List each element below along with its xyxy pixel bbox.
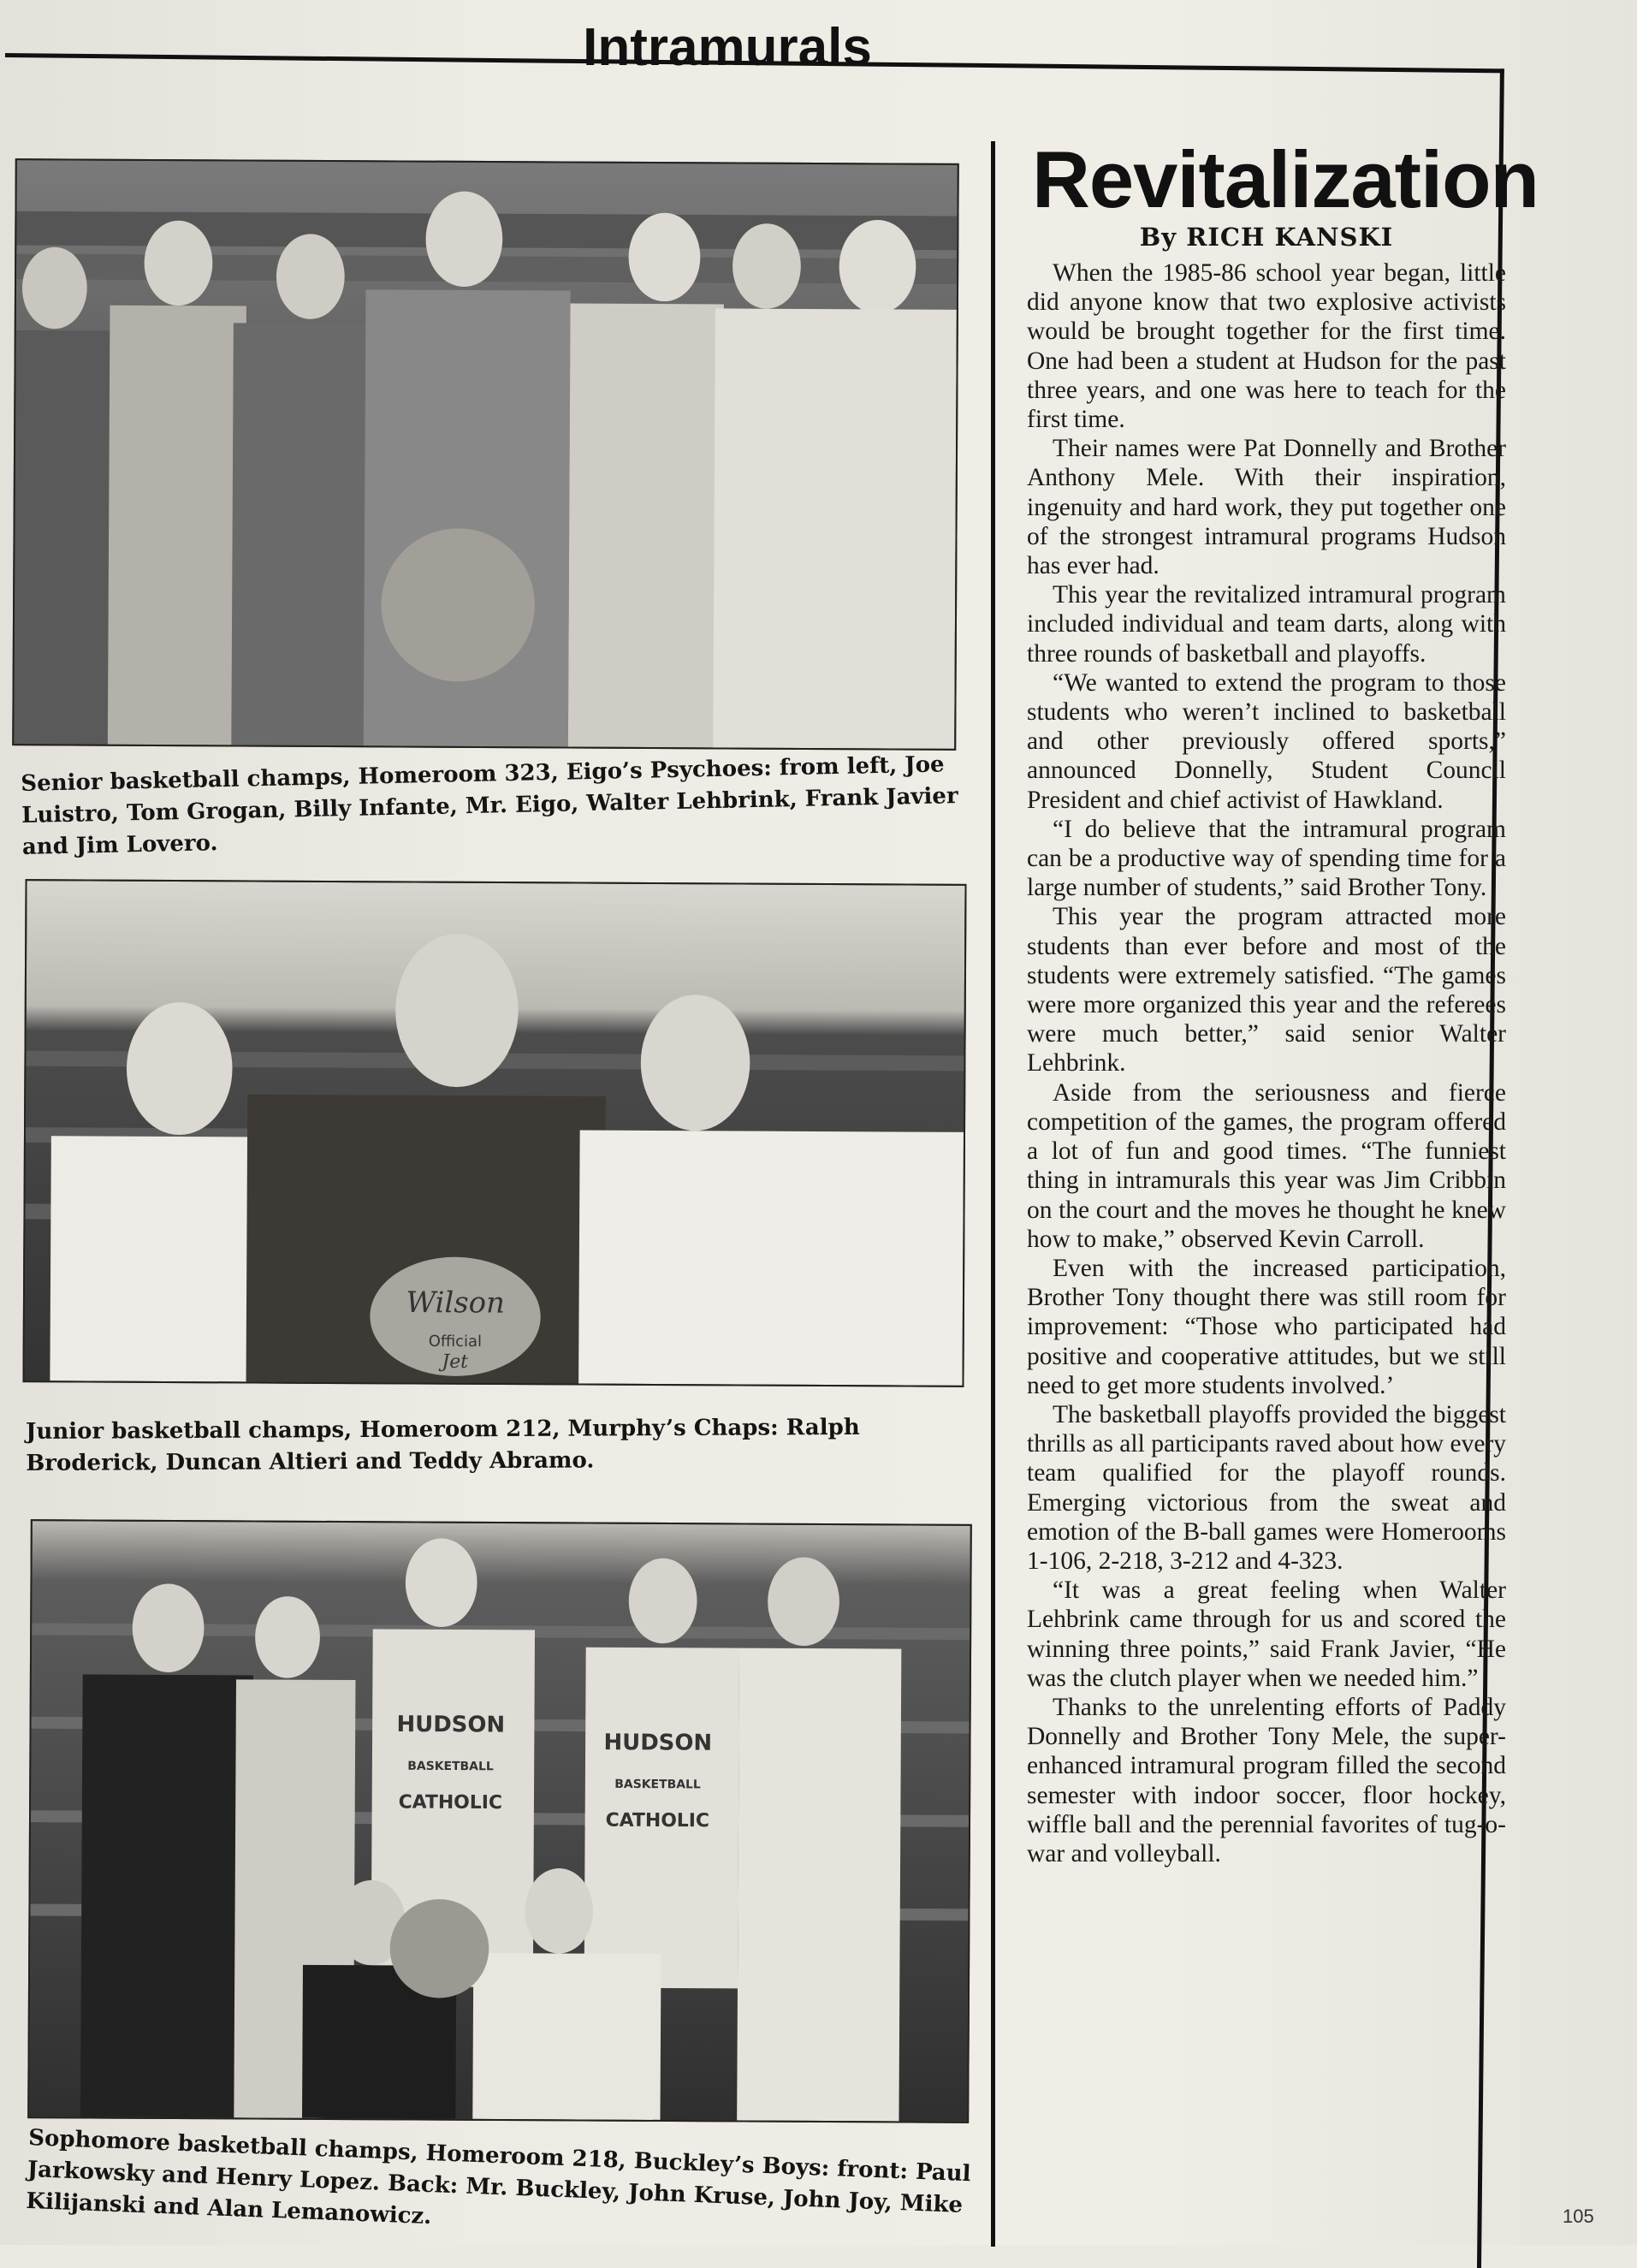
article-byline: By RICH KANSKI: [1139, 223, 1394, 252]
article-paragraph: Aside from the seriousness and fierce competition of the games, the program offered a lot of fun and good times. “The funniest thing in intramurals this year was Jim Cribbin on the court and the moves he thought he knew how to make,” observed Kevin Carroll.: [1027, 1078, 1506, 1253]
senior-champs-photo-image: [14, 160, 958, 749]
section-title: Intramurals: [583, 18, 872, 77]
column-divider: [991, 141, 995, 2247]
junior-champs-caption: Junior basketball champs, Homeroom 212, Murphy’s Chaps: Ralph Broderick, Duncan Altieri and Teddy Abramo.: [26, 1414, 860, 1476]
article-paragraph: This year the revitalized intramural program included individual and team darts, along with three rounds of basketball and playoffs.: [1027, 581, 1506, 668]
article-paragraph: When the 1985-86 school year began, little did anyone know that two explosive activists would be brought together for the first time. One had been a student at Hudson for the past three years, and one was here to teach for the first time.: [1027, 259, 1506, 434]
shirt-text-5: BASKETBALL: [614, 1777, 701, 1792]
junior-champs-photo: [22, 879, 966, 1387]
sophomore-champs-caption: Sophomore basketball champs, Homeroom 218, Buckley’s Boys: front: Paul Jarkowsky and Henry Lopez. Back: Mr. Buckley, John Kruse, John Joy, Mike Kilijanski and Alan Lemanowicz.: [25, 2124, 972, 2230]
sophomore-champs-photo: [27, 1519, 972, 2123]
article-body: [1027, 258, 1506, 1868]
article-headline: Revitalization: [1032, 134, 1539, 224]
article-paragraph: “We wanted to extend the program to those students who weren’t inclined to basketball and other previously offered sports,” announced Donnelly, Student Council President and chief activist of Hawkland.: [1027, 668, 1506, 814]
shirt-text-6: CATHOLIC: [605, 1809, 710, 1832]
senior-champs-caption: Senior basketball champs, Homeroom 323, Eigo’s Psychoes: from left, Joe Luistro, Tom Grogan, Billy Infante, Mr. Eigo, Walter Lehbrink, Frank Javier and Jim Lovero.: [21, 751, 958, 860]
ball-brand-text: Wilson: [406, 1285, 505, 1320]
ball-model-text: Jet: [442, 1351, 469, 1373]
shirt-text-4: HUDSON: [603, 1730, 713, 1756]
article-paragraph: “It was a great feeling when Walter Lehbrink came through for us and scored the winning three points,” said Frank Javier, “He was the clutch player when we needed him.”: [1027, 1576, 1506, 1692]
article-paragraph: Even with the increased participation, Brother Tony thought there was still room for improvement: “Those who participated had positive and cooperative attitudes, but we still need to get more students involved.’: [1027, 1254, 1506, 1399]
shirt-text-2: BASKETBALL: [407, 1759, 494, 1774]
senior-champs-photo: [12, 158, 959, 751]
article-paragraph: This year the program attracted more students than ever before and most of the students were extremely satisfied. “The games were more organized this year and the referees were much better,” said senior Walter Lehbrink.: [1027, 903, 1506, 1078]
shirt-text-3: CATHOLIC: [398, 1791, 503, 1814]
shirt-text-1: HUDSON: [396, 1711, 506, 1738]
article-paragraph: Thanks to the unrelenting efforts of Paddy Donnelly and Brother Tony Mele, the super-enhanced intramural program filled the second semester with indoor soccer, floor hockey, wiffle ball and the perennial favorites of tug-o-war and volleyball.: [1027, 1693, 1506, 1867]
junior-champs-photo-image: [24, 881, 964, 1386]
ball-official-text: Official: [428, 1332, 483, 1351]
article-paragraph: “I do believe that the intramural program can be a productive way of spending time for a large number of students,” said Brother Tony.: [1027, 815, 1506, 902]
sophomore-champs-photo-image: [29, 1521, 970, 2122]
article-paragraph: Their names were Pat Donnelly and Brother Anthony Mele. With their inspiration, ingenuity and hard work, they put together one of the strongest intramural programs Hudson has ever had.: [1027, 435, 1506, 580]
article-paragraph: The basketball playoffs provided the biggest thrills as all participants raved about how every team qualified for the playoff rounds. Emerging victorious from the sweat and emotion of the B-ball games were Homerooms 1-106, 2-218, 3-212 and 4-323.: [1027, 1400, 1506, 1575]
article: [1027, 134, 1539, 1868]
page-number: 105: [1563, 2206, 1594, 2227]
